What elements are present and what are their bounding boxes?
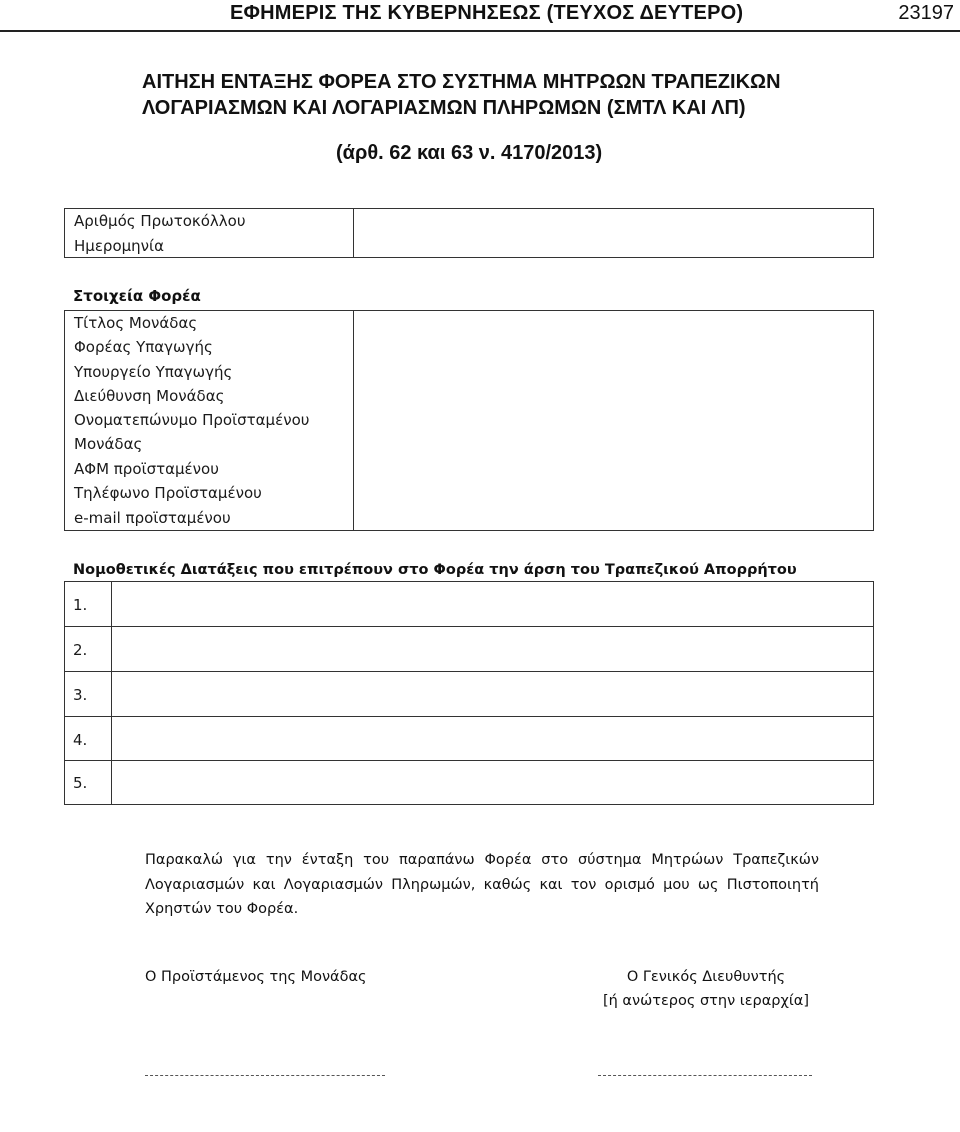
entity-value-field[interactable] bbox=[112, 311, 873, 530]
legal-provisions-heading: Νομοθετικές Διατάξεις που επιτρέπουν στο Φορέα την άρση του Τραπεζικού Απορρήτου bbox=[73, 562, 797, 578]
head-name-label-continued: Μονάδας bbox=[74, 435, 143, 453]
gazette-header-title: ΕΦΗΜΕΡΙΣ ΤΗΣ ΚΥΒΕΡΝΗΣΕΩΣ (ΤΕΥΧΟΣ ΔΕΥΤΕΡΟ) bbox=[230, 2, 744, 24]
head-phone-label: Τηλέφωνο Προϊσταμένου bbox=[74, 484, 262, 502]
head-email-label: e-mail προϊσταμένου bbox=[74, 509, 231, 527]
legal-row-number: 2. bbox=[73, 641, 88, 659]
unit-title-label: Τίτλος Μονάδας bbox=[74, 314, 198, 332]
unit-head-signature-line[interactable] bbox=[145, 1075, 385, 1076]
header-divider bbox=[0, 30, 960, 32]
general-director-signature-label: Ο Γενικός Διευθυντής bbox=[626, 969, 786, 985]
legal-row-number: 5. bbox=[73, 774, 88, 792]
legal-provision-field-2[interactable] bbox=[112, 627, 873, 671]
legal-provision-field-1[interactable] bbox=[112, 582, 873, 626]
parent-entity-label: Φορέας Υπαγωγής bbox=[74, 338, 213, 356]
document-title-line-2: ΛΟΓΑΡΙΑΣΜΩΝ ΚΑΙ ΛΟΓΑΡΙΑΣΜΩΝ ΠΛΗΡΩΜΩΝ (ΣΜΤΛ ΚΑΙ ΛΠ) bbox=[142, 97, 746, 119]
page-number: 23197 bbox=[898, 2, 954, 24]
legal-reference: (άρθ. 62 και 63 ν. 4170/2013) bbox=[336, 142, 603, 164]
entity-section-heading: Στοιχεία Φορέα bbox=[73, 287, 201, 305]
legal-row-number: 1. bbox=[73, 596, 88, 614]
protocol-table bbox=[64, 208, 874, 258]
general-director-signature-sublabel: [ή ανώτερος στην ιεραρχία] bbox=[602, 993, 810, 1009]
unit-head-signature-label: Ο Προϊστάμενος της Μονάδας bbox=[145, 969, 367, 985]
protocol-number-label: Αριθμός Πρωτοκόλλου bbox=[74, 212, 246, 230]
entity-details-table bbox=[64, 310, 874, 531]
ministry-label: Υπουργείο Υπαγωγής bbox=[74, 363, 233, 381]
head-tax-id-label: ΑΦΜ προϊσταμένου bbox=[74, 460, 219, 478]
legal-row-number: 3. bbox=[73, 686, 88, 704]
general-director-signature-line[interactable] bbox=[598, 1075, 812, 1076]
document-title-line-1: ΑΙΤΗΣΗ ΕΝΤΑΞΗΣ ΦΟΡΕΑ ΣΤΟ ΣΥΣΤΗΜΑ ΜΗΤΡΩΩΝ ΤΡΑΠΕΖΙΚΩΝ bbox=[142, 71, 781, 93]
legal-provision-field-5[interactable] bbox=[112, 761, 873, 804]
request-paragraph: Παρακαλώ για την ένταξη του παραπάνω Φορέα στο σύστημα Μητρώων Τραπεζικών Λογαριασμών και Λογαριασμών Πληρωμών, καθώς και τον ορισμό μου ως Πιστοποιητή Χρηστών του Φορέα. bbox=[145, 852, 819, 917]
legal-provision-field-3[interactable] bbox=[112, 672, 873, 716]
protocol-value-field[interactable] bbox=[112, 209, 873, 257]
legal-provision-field-4[interactable] bbox=[112, 717, 873, 760]
protocol-date-label: Ημερομηνία bbox=[74, 237, 165, 255]
head-name-label: Ονοματεπώνυμο Προϊσταμένου bbox=[74, 411, 310, 429]
legal-row-number: 4. bbox=[73, 731, 88, 749]
unit-directorate-label: Διεύθυνση Μονάδας bbox=[74, 387, 225, 405]
legal-provisions-table bbox=[64, 581, 874, 805]
